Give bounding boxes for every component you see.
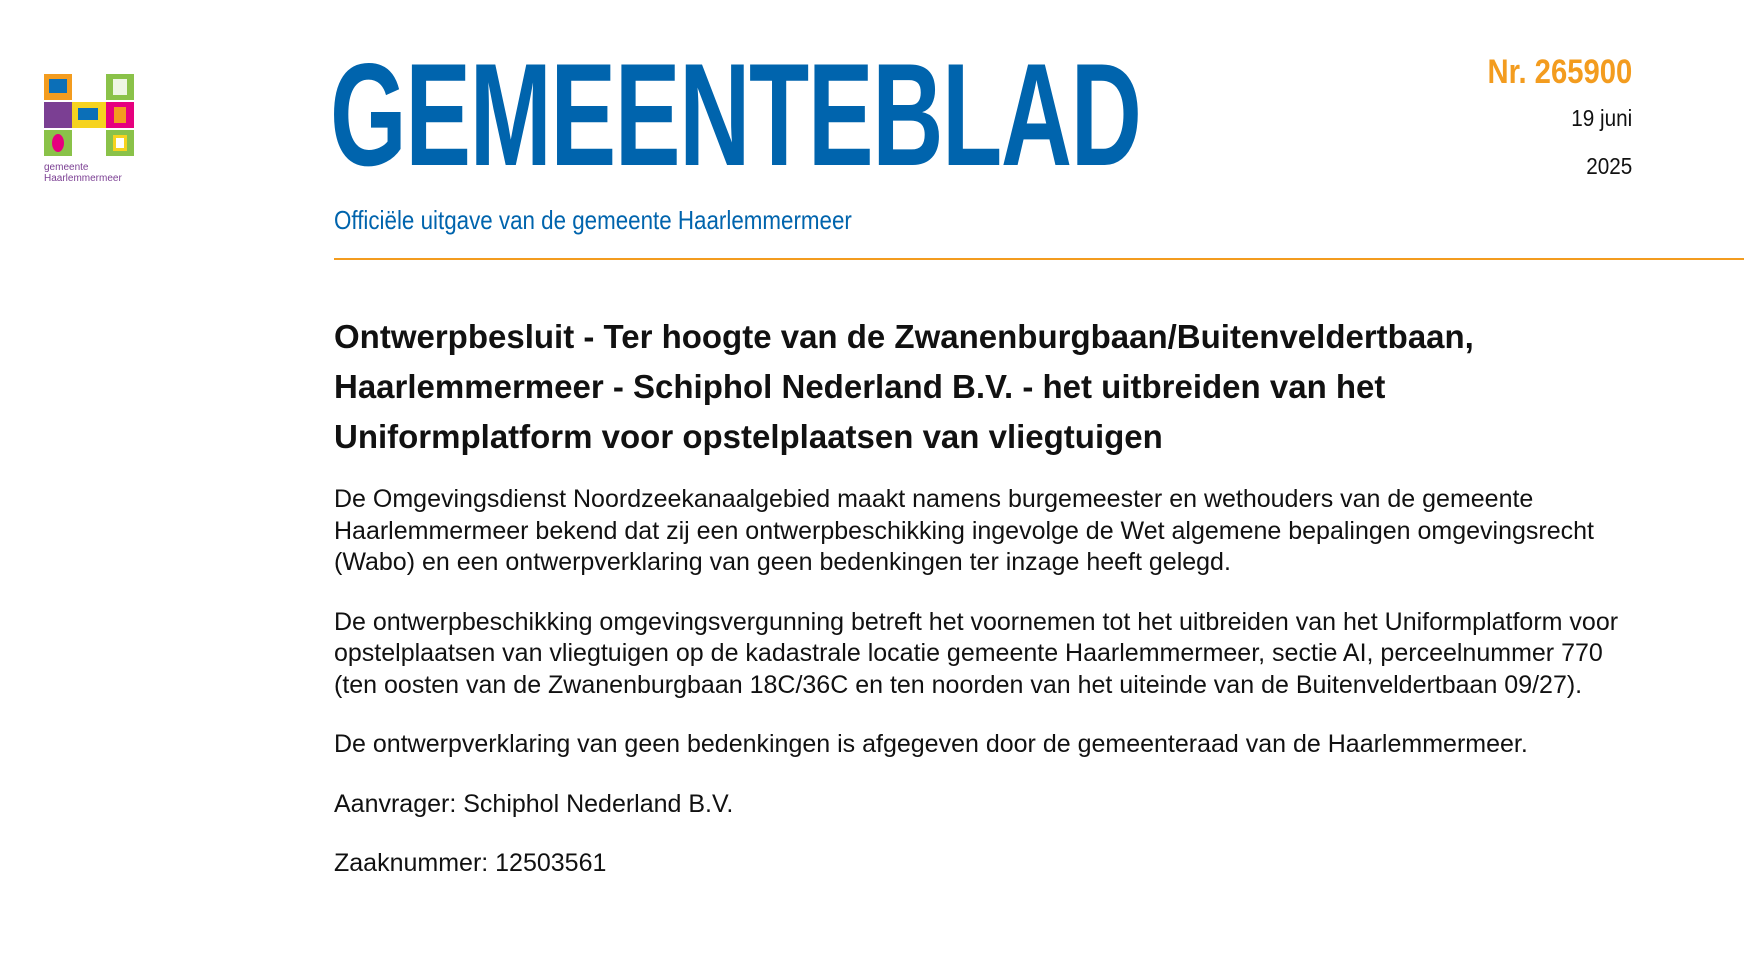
issue-year: 2025	[1585, 153, 1632, 179]
issue-number: Nr. 265900	[1487, 53, 1632, 91]
article-paragraph-declaration: De ontwerpverklaring van geen bedenkingen is afgegeven door de gemeenteraad van de Haarlemmermeer.	[334, 730, 1528, 758]
issue-date: 19 juni	[1570, 105, 1632, 131]
article-case-number: Zaaknummer: 12503561	[334, 849, 607, 877]
article	[334, 312, 1634, 908]
logo-wordmark	[44, 162, 154, 184]
masthead-subtitle: Officiële uitgave van de gemeente Haarlemmermeer	[334, 205, 852, 235]
article-paragraph-intro: De Omgevingsdienst Noordzeekanaalgebied maakt namens burgemeester en wethouders van de gemeente Haarlemmermeer bekend dat zij een ontwerpbeschikking ingevolge de Wet algemene bepalingen omgevingsrecht (Wabo) en een ontwerpverklaring van geen bedenkingen ter inzage heeft gelegd.	[334, 485, 1594, 576]
issue-info	[1464, 52, 1632, 180]
article-applicant: Aanvrager: Schiphol Nederland B.V.	[334, 789, 734, 818]
article-paragraph-subject: De ontwerpbeschikking omgevingsvergunning betreft het voornemen tot het uitbreiden van het Uniformplatform voor opstelplaatsen van vliegtuigen op de kadastrale locatie gemeente Haarlemmermeer, sectie AI, perceelnummer 770 (ten oosten van de Zwanenburgbaan 18C/36C en ten noorden van het uiteinde van de Buitenveldertbaan 09/27).	[334, 607, 1619, 699]
header-divider	[334, 258, 1744, 260]
logo-line-1: gemeente	[44, 162, 89, 173]
masthead-title: GEMEENTEBLAD	[330, 33, 1141, 196]
logo-line-2: Haarlemmermeer	[44, 173, 122, 184]
logo-mosaic-icon	[44, 74, 134, 156]
municipality-logo	[44, 74, 154, 184]
article-title: Ontwerpbesluit - Ter hoogte van de Zwanenburgbaan/Buitenveldertbaan, Haarlemmermeer - Schiphol Nederland B.V. - het uitbreiden van het Uniformplatform voor opstelplaatsen van vliegtuigen	[334, 318, 1474, 455]
